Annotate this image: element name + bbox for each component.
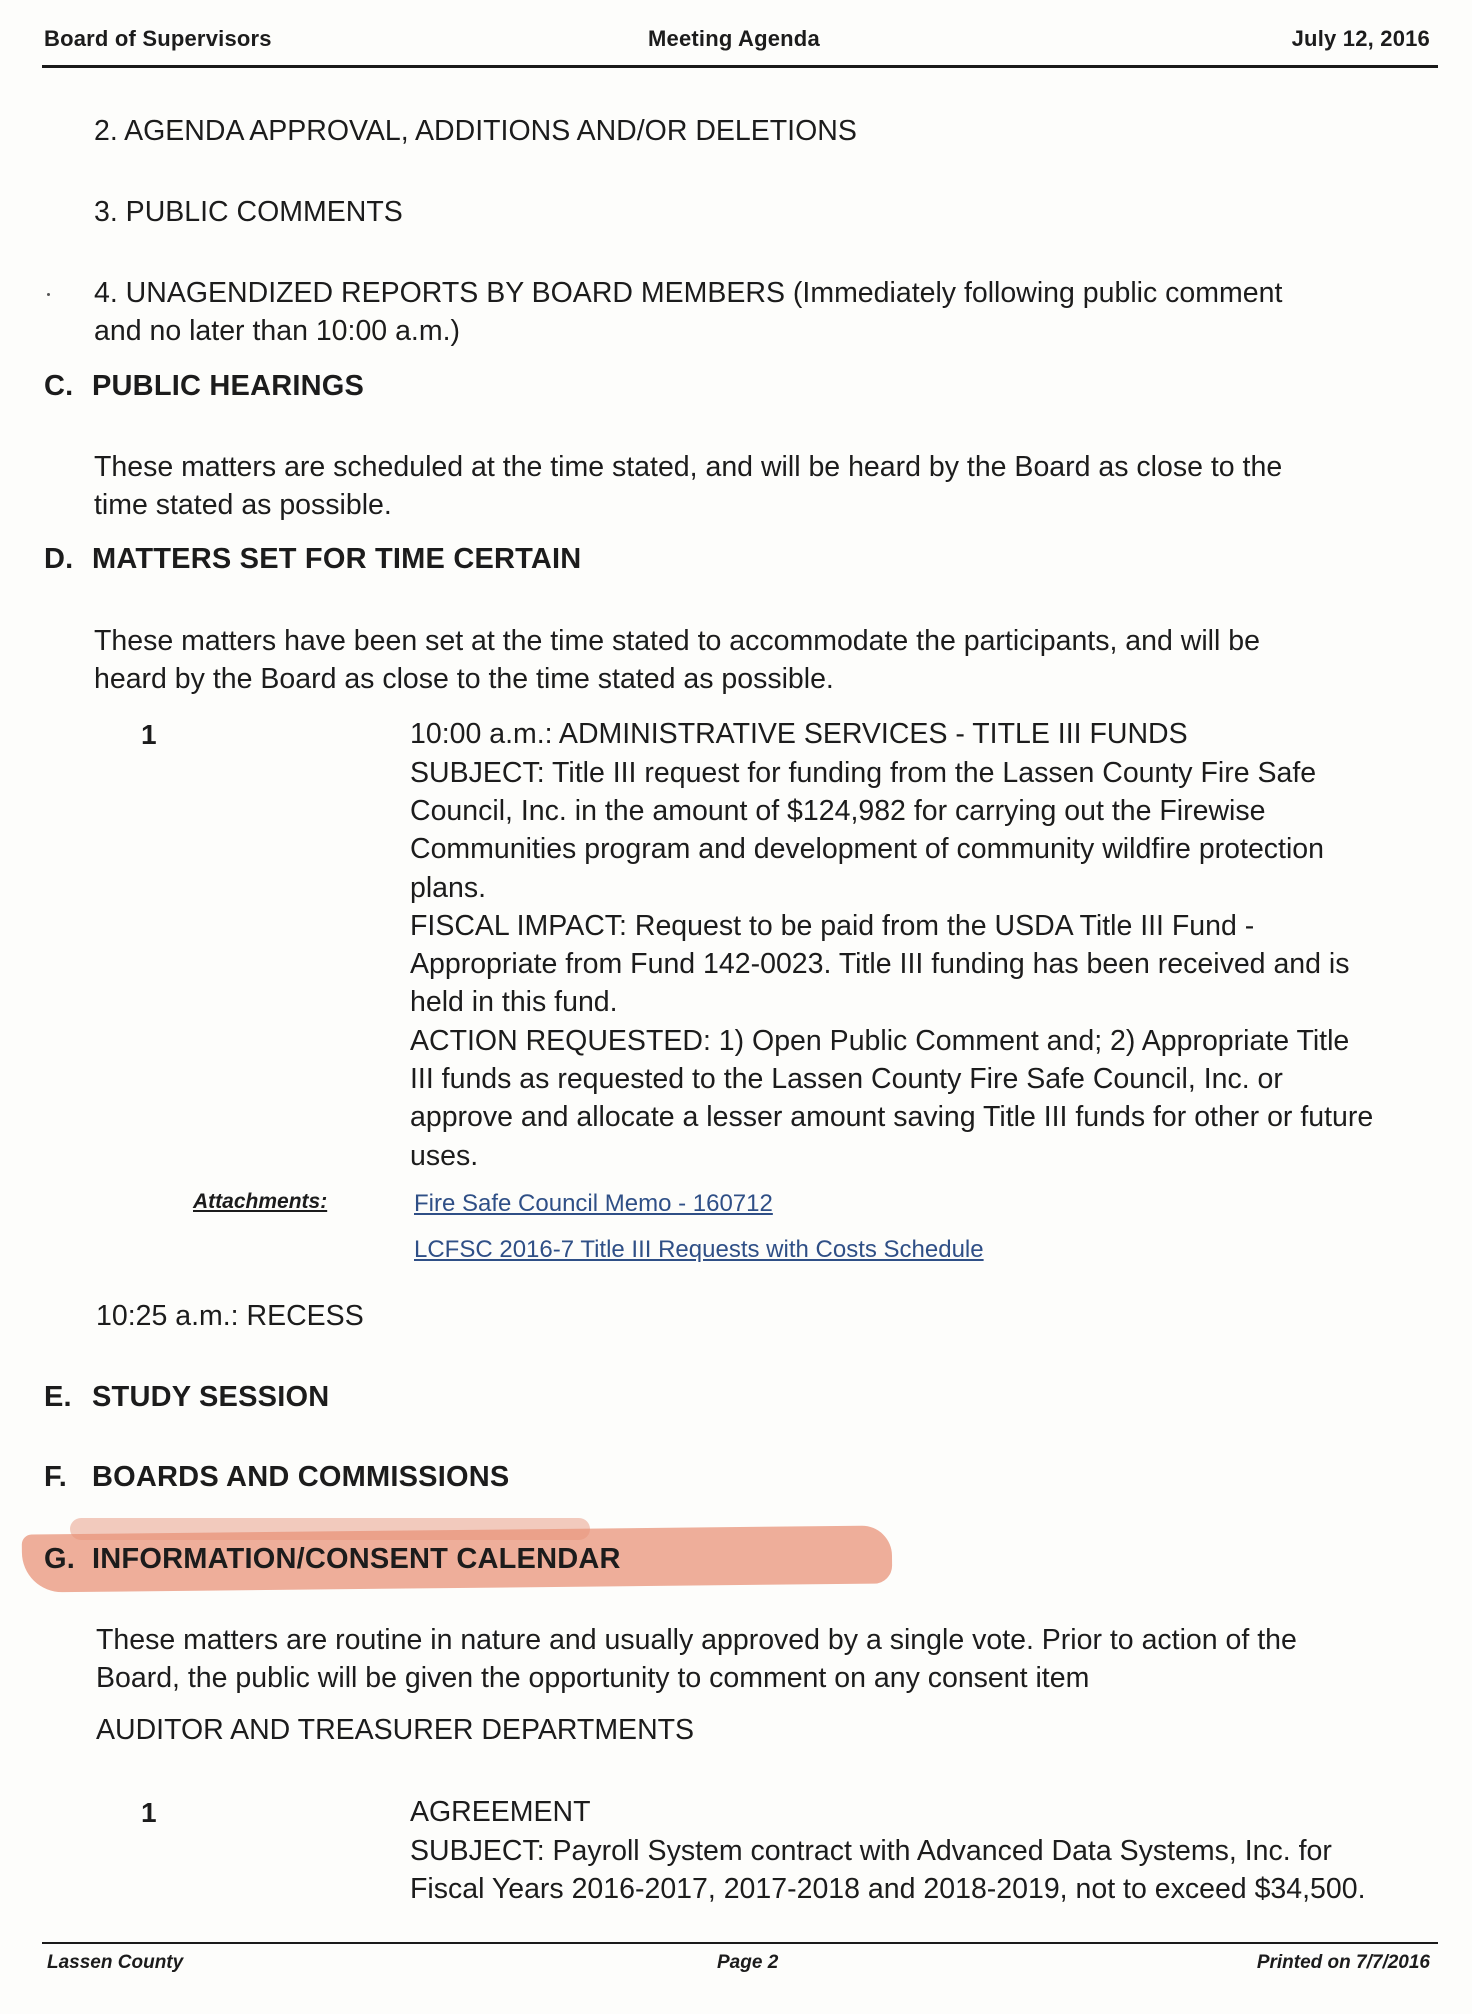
time-certain-item-number: 1 (141, 719, 157, 750)
header-divider (42, 65, 1438, 68)
section-f-title: BOARDS AND COMMISSIONS (92, 1461, 510, 1493)
section-g-letter: G. (44, 1543, 76, 1575)
section-c-heading (44, 370, 364, 403)
attachment-link-title-iii-requests[interactable]: LCFSC 2016-7 Title III Requests with Costs Schedule (414, 1236, 984, 1263)
scan-speck (47, 293, 50, 296)
department-heading: AUDITOR AND TREASURER DEPARTMENTS (96, 1714, 695, 1746)
item-line: plans. (410, 872, 487, 904)
attachments-label: Attachments: (193, 1190, 328, 1213)
footer-page-number: Page 2 (717, 1952, 779, 1973)
header-document-title: Meeting Agenda (648, 26, 820, 51)
item-line: ACTION REQUESTED: 1) Open Public Comment and; 2) Appropriate Title (410, 1025, 1350, 1057)
section-d-desc-line-1: These matters have been set at the time stated to accommodate the participants, and will be (94, 625, 1260, 657)
section-c-title: PUBLIC HEARINGS (92, 370, 365, 402)
section-e-letter: E. (44, 1381, 72, 1413)
item-line: Communities program and development of community wildfire protection (410, 833, 1324, 865)
consent-item-line: SUBJECT: Payroll System contract with Advanced Data Systems, Inc. for (410, 1835, 1332, 1867)
section-g-desc-line-1: These matters are routine in nature and usually approved by a single vote. Prior to action of the (96, 1624, 1297, 1656)
section-c-desc-line-2: time stated as possible. (94, 489, 392, 521)
section-e-heading (44, 1381, 329, 1414)
header-date: July 12, 2016 (1291, 26, 1430, 51)
section-c-letter: C. (44, 370, 74, 402)
item-line: 10:00 a.m.: ADMINISTRATIVE SERVICES - TITLE III FUNDS (410, 718, 1188, 750)
item-line: FISCAL IMPACT: Request to be paid from the USDA Title III Fund - (410, 910, 1255, 942)
section-f-heading (44, 1461, 509, 1494)
item-line: Appropriate from Fund 142-0023. Title III funding has been received and is (410, 948, 1350, 980)
section-g-title: INFORMATION/CONSENT CALENDAR (92, 1543, 621, 1575)
section-c-desc-line-1: These matters are scheduled at the time stated, and will be heard by the Board as close to the (94, 451, 1283, 483)
section-f-letter: F. (44, 1461, 67, 1493)
agenda-item-2: 2. AGENDA APPROVAL, ADDITIONS AND/OR DELETIONS (94, 115, 857, 147)
footer-printed-date: Printed on 7/7/2016 (1256, 1952, 1430, 1973)
section-g-heading (44, 1543, 621, 1576)
agenda-item-4-line-2: and no later than 10:00 a.m.) (94, 315, 460, 347)
item-line: Council, Inc. in the amount of $124,982 for carrying out the Firewise (410, 795, 1266, 827)
item-line: SUBJECT: Title III request for funding from the Lassen County Fire Safe (410, 757, 1317, 789)
attachment-link-fire-safe-memo[interactable]: Fire Safe Council Memo - 160712 (414, 1190, 773, 1217)
consent-item-line: Fiscal Years 2016-2017, 2017-2018 and 2018-2019, not to exceed $34,500. (410, 1873, 1366, 1905)
section-g-desc-line-2: Board, the public will be given the opportunity to comment on any consent item (96, 1662, 1090, 1694)
consent-item-number: 1 (141, 1797, 157, 1828)
section-d-title: MATTERS SET FOR TIME CERTAIN (92, 543, 582, 575)
item-line: approve and allocate a lesser amount saving Title III funds for other or future (410, 1101, 1374, 1133)
footer-county: Lassen County (47, 1952, 184, 1973)
section-d-desc-line-2: heard by the Board as close to the time stated as possible. (94, 663, 834, 695)
agenda-item-4-line-1: 4. UNAGENDIZED REPORTS BY BOARD MEMBERS (Immediately following public comment (94, 277, 1283, 309)
consent-item-line: AGREEMENT (410, 1796, 591, 1828)
section-d-letter: D. (44, 543, 74, 575)
item-line: uses. (410, 1140, 479, 1172)
header-board-name: Board of Supervisors (44, 26, 272, 51)
recess-line: 10:25 a.m.: RECESS (96, 1300, 364, 1332)
footer-divider (42, 1942, 1438, 1944)
item-line: held in this fund. (410, 986, 618, 1018)
section-e-title: STUDY SESSION (92, 1381, 330, 1413)
item-line: III funds as requested to the Lassen County Fire Safe Council, Inc. or (410, 1063, 1283, 1095)
section-d-heading (44, 543, 581, 576)
agenda-item-3: 3. PUBLIC COMMENTS (94, 196, 403, 228)
